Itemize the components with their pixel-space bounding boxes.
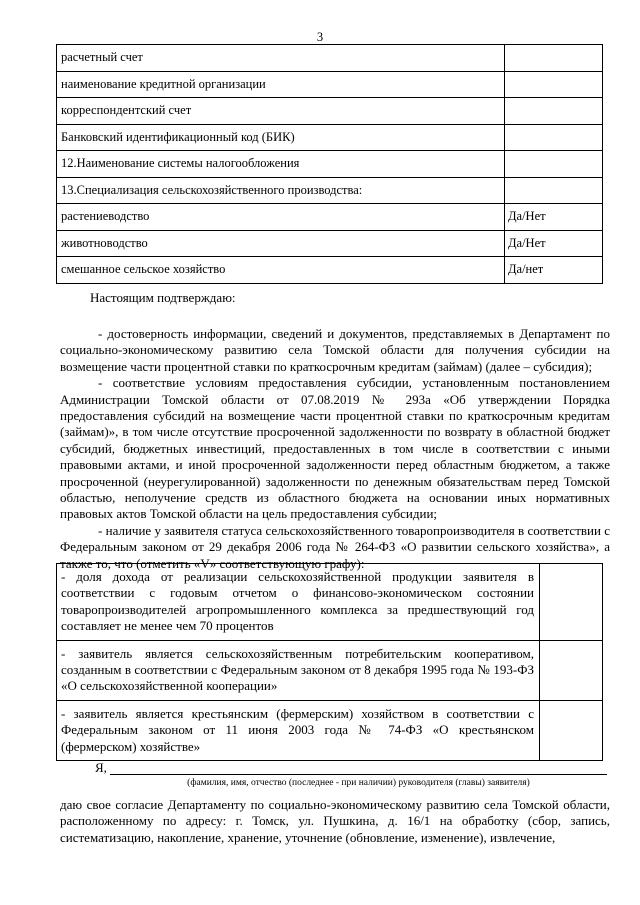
- row-value: [505, 45, 603, 72]
- row-value: [505, 177, 603, 204]
- status-option-text: - заявитель является крестьянским (фермерским) хозяйством в соответствии с Федеральным законом от 11 июня 2003 года № 74-ФЗ «О крестьянском (фермерском) хозяйстве»: [57, 700, 540, 760]
- signature-prefix: Я,: [95, 760, 107, 775]
- row-value: Да/нет: [505, 257, 603, 284]
- row-label: Банковский идентификационный код (БИК): [57, 124, 505, 151]
- status-checkbox-cell[interactable]: [540, 564, 603, 641]
- paragraph-compliance: - соответствие условиям предоставления субсидии, установленным постановлением Администрации Томской области от 07.08.2019 № 293а «Об утверждении Порядка предоставления субсидий на возмещение части процентной ставки по краткосрочным кредитам (займам)», в том числе отсутствие просроченной задолженности по возврату в областной бюджет субсидий, бюджетных инвестиций, предоставленных в том числе в соответствии с иными правовыми актами, и иной просроченной задолженности перед областным бюджетом, а также просроченной (неурегулированной) задолженности по денежным обязательствам перед Томской областью, неполучение средств из областного бюджета на основании иных нормативных правовых актов Томской области на цель предоставления субсидии;: [60, 375, 610, 522]
- row-value: Да/Нет: [505, 204, 603, 231]
- name-fill-line[interactable]: [110, 774, 607, 775]
- status-checkbox-cell[interactable]: [540, 700, 603, 760]
- row-label: 13.Специализация сельскохозяйственного производства:: [57, 177, 505, 204]
- consent-text: даю свое согласие Департаменту по социально-экономическому развитию села Томской области, расположенному по адресу: г. Томск, ул. Пушкина, д. 16/1 на обработку (сбор, запись, систематизацию, накопление, хранение, уточнение (обновление, изменение), извлечение,: [60, 797, 610, 845]
- row-label: 12.Наименование системы налогообложения: [57, 151, 505, 178]
- table-row: [57, 177, 603, 204]
- row-label: растениеводство: [57, 204, 505, 231]
- status-checkbox-cell[interactable]: [540, 640, 603, 700]
- confirm-heading: Настоящим подтверждаю:: [90, 290, 236, 305]
- applicant-info-table: [56, 44, 603, 284]
- table-row: [57, 71, 603, 98]
- row-value: Да/Нет: [505, 230, 603, 257]
- page-number: 3: [316, 30, 324, 44]
- consent-paragraph: [60, 797, 610, 846]
- signature-caption: (фамилия, имя, отчество (последнее - при наличии) руководителя (главы) заявителя): [187, 778, 530, 788]
- table-row: [57, 257, 603, 284]
- table-row: [57, 564, 603, 641]
- confirmation-paragraphs: [60, 326, 610, 572]
- table-row: [57, 204, 603, 231]
- paragraph-status: - наличие у заявителя статуса сельскохозяйственного товаропроизводителя в соответствии с Федеральным законом от 29 декабря 2006 года № 264-ФЗ «О развитии сельского хозяйства», а также то, что (отметить «V» соответствующую графу):: [60, 522, 610, 571]
- table-row: [57, 700, 603, 760]
- row-label: наименование кредитной организации: [57, 71, 505, 98]
- row-value: [505, 124, 603, 151]
- table-row: [57, 230, 603, 257]
- table-row: [57, 640, 603, 700]
- table-row: [57, 151, 603, 178]
- row-value: [505, 71, 603, 98]
- status-option-text: - заявитель является сельскохозяйственным потребительским кооперативом, созданным в соответствии с Федеральным законом от 8 декабря 1995 года № 193-ФЗ «О сельскохозяйственной кооперации»: [57, 640, 540, 700]
- row-label: расчетный счет: [57, 45, 505, 72]
- row-value: [505, 151, 603, 178]
- table-row: [57, 98, 603, 125]
- table-row: [57, 124, 603, 151]
- table-row: [57, 45, 603, 72]
- row-value: [505, 98, 603, 125]
- paragraph-reliability: - достоверность информации, сведений и документов, представляемых в Департамент по социально-экономическому развитию села Томской области для получения субсидии на возмещение части процентной ставки по краткосрочным кредитам (займам) (далее – субсидия);: [60, 326, 610, 374]
- row-label: животноводство: [57, 230, 505, 257]
- row-label: корреспондентский счет: [57, 98, 505, 125]
- status-option-text: - доля дохода от реализации сельскохозяйственной продукции заявителя в соответствии с годовым отчетом о финансово-экономическом состоянии товаропроизводителей агропромышленного комплекса за предшествующий год составляет не менее чем 70 процентов: [57, 564, 540, 641]
- producer-status-table: [56, 563, 603, 761]
- row-label: смешанное сельское хозяйство: [57, 257, 505, 284]
